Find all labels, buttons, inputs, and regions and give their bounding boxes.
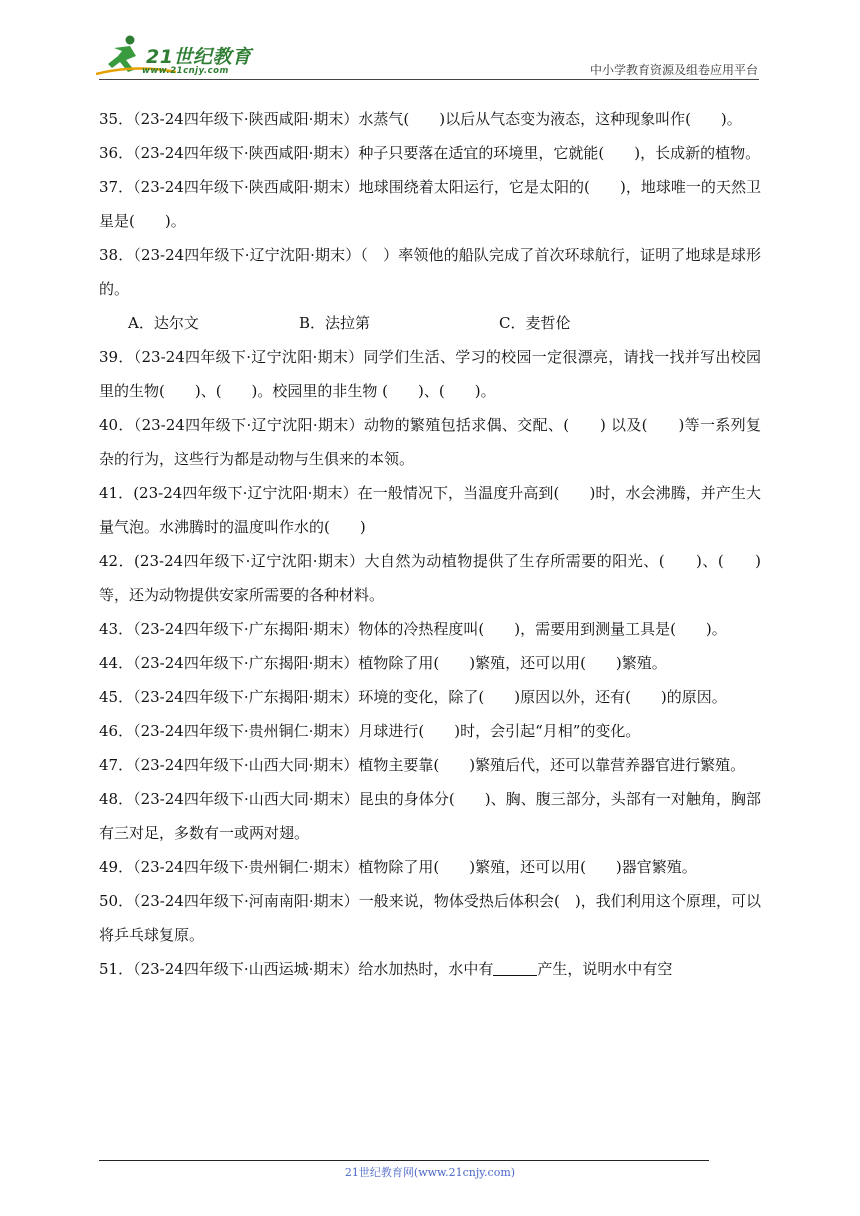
question-50: 50．（23-24四年级下·河南南阳·期末）一般来说，物体受热后体积会( )，我们利用这个原理，可以将乒乓球复原。 bbox=[99, 892, 761, 944]
page-header bbox=[0, 0, 860, 90]
header-divider bbox=[99, 79, 759, 80]
question-40: 40．（23-24四年级下·辽宁沈阳·期末）动物的繁殖包括求偶、交配、( ) 以及( )等一系列复杂的行为，这些行为都是动物与生俱来的本领。 bbox=[99, 416, 761, 468]
question-38: 38．（23-24四年级下·辽宁沈阳·期末）（ ）率领他的船队完成了首次环球航行，证明了地球是球形的。 bbox=[99, 246, 761, 298]
question-47: 47．（23-24四年级下·山西大同·期末）植物主要靠( )繁殖后代，还可以靠营养器官进行繁殖。 bbox=[99, 756, 746, 774]
question-43: 43．（23-24四年级下·广东揭阳·期末）物体的冷热程度叫( )，需要用到测量工具是( )。 bbox=[99, 620, 727, 638]
logo-text: 21世纪教育 bbox=[146, 46, 252, 68]
question-38-options bbox=[99, 306, 761, 340]
question-45: 45．（23-24四年级下·广东揭阳·期末）环境的变化，除了( )原因以外，还有( )的原因。 bbox=[99, 688, 727, 706]
platform-title: 中小学教育资源及组卷应用平台 bbox=[589, 63, 758, 77]
question-39: 39．（23-24四年级下·辽宁沈阳·期末）同学们生活、学习的校园一定很漂亮，请找一找并写出校园里的生物( )、( )。校园里的非生物 ( )、( )。 bbox=[99, 348, 761, 400]
footer-divider bbox=[99, 1160, 709, 1161]
question-46: 46．（23-24四年级下·贵州铜仁·期末）月球进行( )时，会引起“月相”的变化。 bbox=[99, 722, 641, 740]
question-48: 48．（23-24四年级下·山西大同·期末）昆虫的身体分( )、胸、腹三部分，头部有一对触角，胸部有三对足，多数有一或两对翅。 bbox=[99, 790, 761, 842]
question-49: 49．（23-24四年级下·贵州铜仁·期末）植物除了用( )繁殖，还可以用( )器官繁殖。 bbox=[99, 858, 697, 876]
footer-text: 21世纪教育网(www.21cnjy.com) bbox=[344, 1166, 516, 1179]
answer-blank bbox=[493, 959, 537, 976]
question-41: 41．(23-24四年级下·辽宁沈阳·期末）在一般情况下，当温度升高到( )时，水会沸腾，并产生大量气泡。水沸腾时的温度叫作水的( ) bbox=[99, 484, 761, 536]
question-51-after: 产生，说明水中有空 bbox=[537, 960, 673, 978]
question-44: 44．（23-24四年级下·广东揭阳·期末）植物除了用( )繁殖，还可以用( )繁殖。 bbox=[99, 654, 667, 672]
question-list bbox=[99, 102, 761, 986]
option-a: A．达尔文 bbox=[128, 314, 199, 332]
question-42: 42．(23-24四年级下·辽宁沈阳·期末）大自然为动植物提供了生存所需要的阳光、( )、( )等，还为动物提供安家所需要的各种材料。 bbox=[99, 552, 761, 604]
option-c: C．麦哲伦 bbox=[499, 314, 571, 332]
question-51-before: 51．（23-24四年级下·山西运城·期末）给水加热时，水中有 bbox=[99, 960, 494, 978]
logo-url: www.21cnjy.com bbox=[142, 66, 229, 76]
question-37: 37．（23-24四年级下·陕西咸阳·期末）地球围绕着太阳运行，它是太阳的( )，地球唯一的天然卫星是( )。 bbox=[99, 178, 761, 230]
option-b: B．法拉第 bbox=[299, 314, 371, 332]
question-51 bbox=[99, 952, 761, 986]
question-35: 35．（23-24四年级下·陕西咸阳·期末）水蒸气( )以后从气态变为液态，这种现象叫作( )。 bbox=[99, 110, 742, 128]
question-36: 36．（23-24四年级下·陕西咸阳·期末）种子只要落在适宜的环境里，它就能( )，长成新的植物。 bbox=[99, 144, 761, 162]
